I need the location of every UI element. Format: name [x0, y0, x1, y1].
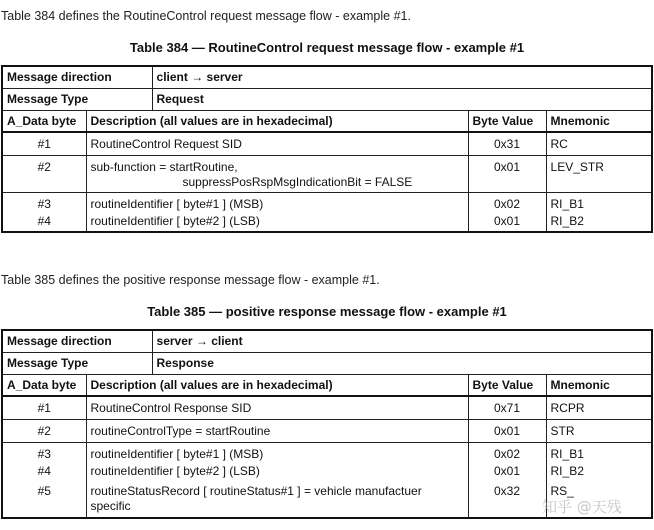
cell-description-line2: suppressPosRspMsgIndicationBit = FALSE	[182, 174, 413, 189]
cell-description: RoutineControl Response SID	[86, 396, 468, 419]
cell-mnemonic: RI_B2	[546, 212, 652, 232]
direction-value: server → client	[152, 330, 652, 352]
cell-byte-value: 0x01	[468, 419, 546, 442]
table-row	[2, 419, 652, 442]
table-384	[1, 65, 653, 233]
cell-description: RoutineControl Request SID	[86, 132, 468, 155]
cell-byte: #1	[2, 396, 86, 419]
header-description: Description (all values are in hexadecimal)	[86, 374, 468, 396]
cell-byte-value: 0x71	[468, 396, 546, 419]
cell-byte-value: 0x32	[468, 482, 546, 518]
cell-byte: #4	[2, 462, 86, 482]
header-data-byte: A_Data byte	[2, 374, 86, 396]
header-byte-value: Byte Value	[468, 110, 546, 132]
cell-description: routineIdentifier [ byte#2 ] (LSB)	[86, 212, 468, 232]
cell-mnemonic: RC	[546, 132, 652, 155]
cell-mnemonic: RI_B1	[546, 442, 652, 462]
direction-value: client → server	[152, 66, 652, 88]
cell-description	[86, 482, 468, 518]
cell-mnemonic: LEV_STR	[546, 155, 652, 192]
header-data-byte: A_Data byte	[2, 110, 86, 132]
header-description: Description (all values are in hexadecimal)	[86, 110, 468, 132]
intro-text-table-385: Table 385 defines the positive response message flow - example #1.	[1, 273, 380, 287]
cell-description	[86, 155, 468, 192]
header-mnemonic: Mnemonic	[546, 374, 652, 396]
cell-byte: #5	[2, 482, 86, 518]
cell-byte: #1	[2, 132, 86, 155]
header-byte-value: Byte Value	[468, 374, 546, 396]
cell-byte-value: 0x01	[468, 212, 546, 232]
intro-text-table-384: Table 384 defines the RoutineControl request message flow - example #1.	[1, 9, 411, 23]
cell-byte: #2	[2, 419, 86, 442]
cell-description: routineIdentifier [ byte#2 ] (LSB)	[86, 462, 468, 482]
cell-description: routineControlType = startRoutine	[86, 419, 468, 442]
table-384-caption: Table 384 — RoutineControl request message flow - example #1	[129, 40, 525, 55]
cell-description: routineIdentifier [ byte#1 ] (MSB)	[86, 192, 468, 212]
cell-byte-value: 0x01	[468, 155, 546, 192]
direction-label: Message direction	[2, 66, 152, 88]
header-mnemonic: Mnemonic	[546, 110, 652, 132]
cell-byte-value: 0x02	[468, 442, 546, 462]
table-385-caption: Table 385 — positive response message flow - example #1	[147, 304, 507, 319]
cell-description: routineIdentifier [ byte#1 ] (MSB)	[86, 442, 468, 462]
table-row	[2, 192, 652, 212]
cell-byte-value: 0x02	[468, 192, 546, 212]
table-row	[2, 155, 652, 192]
cell-byte: #3	[2, 192, 86, 212]
cell-mnemonic: RI_B2	[546, 462, 652, 482]
table-row	[2, 442, 652, 462]
table-row	[2, 212, 652, 232]
table-row	[2, 396, 652, 419]
cell-description-line1: routineStatusRecord [ routineStatus#1 ] = vehicle manufactuer	[90, 484, 422, 498]
cell-mnemonic: RI_B1	[546, 192, 652, 212]
table-385	[1, 329, 653, 519]
watermark: 知乎 @天残	[542, 498, 622, 516]
table-row	[2, 132, 652, 155]
type-value: Request	[152, 88, 652, 110]
table-row	[2, 462, 652, 482]
cell-byte: #4	[2, 212, 86, 232]
cell-byte: #2	[2, 155, 86, 192]
cell-description-line1: sub-function = startRoutine,	[90, 159, 238, 174]
type-label: Message Type	[2, 352, 152, 374]
cell-mnemonic: STR	[546, 419, 652, 442]
direction-label: Message direction	[2, 330, 152, 352]
type-value: Response	[152, 352, 652, 374]
cell-byte-value: 0x01	[468, 462, 546, 482]
table-row	[2, 482, 652, 518]
type-label: Message Type	[2, 88, 152, 110]
cell-byte: #3	[2, 442, 86, 462]
cell-byte-value: 0x31	[468, 132, 546, 155]
cell-mnemonic: RCPR	[546, 396, 652, 419]
cell-mnemonic: RS_	[546, 482, 652, 518]
cell-description-line2: specific	[90, 499, 131, 513]
